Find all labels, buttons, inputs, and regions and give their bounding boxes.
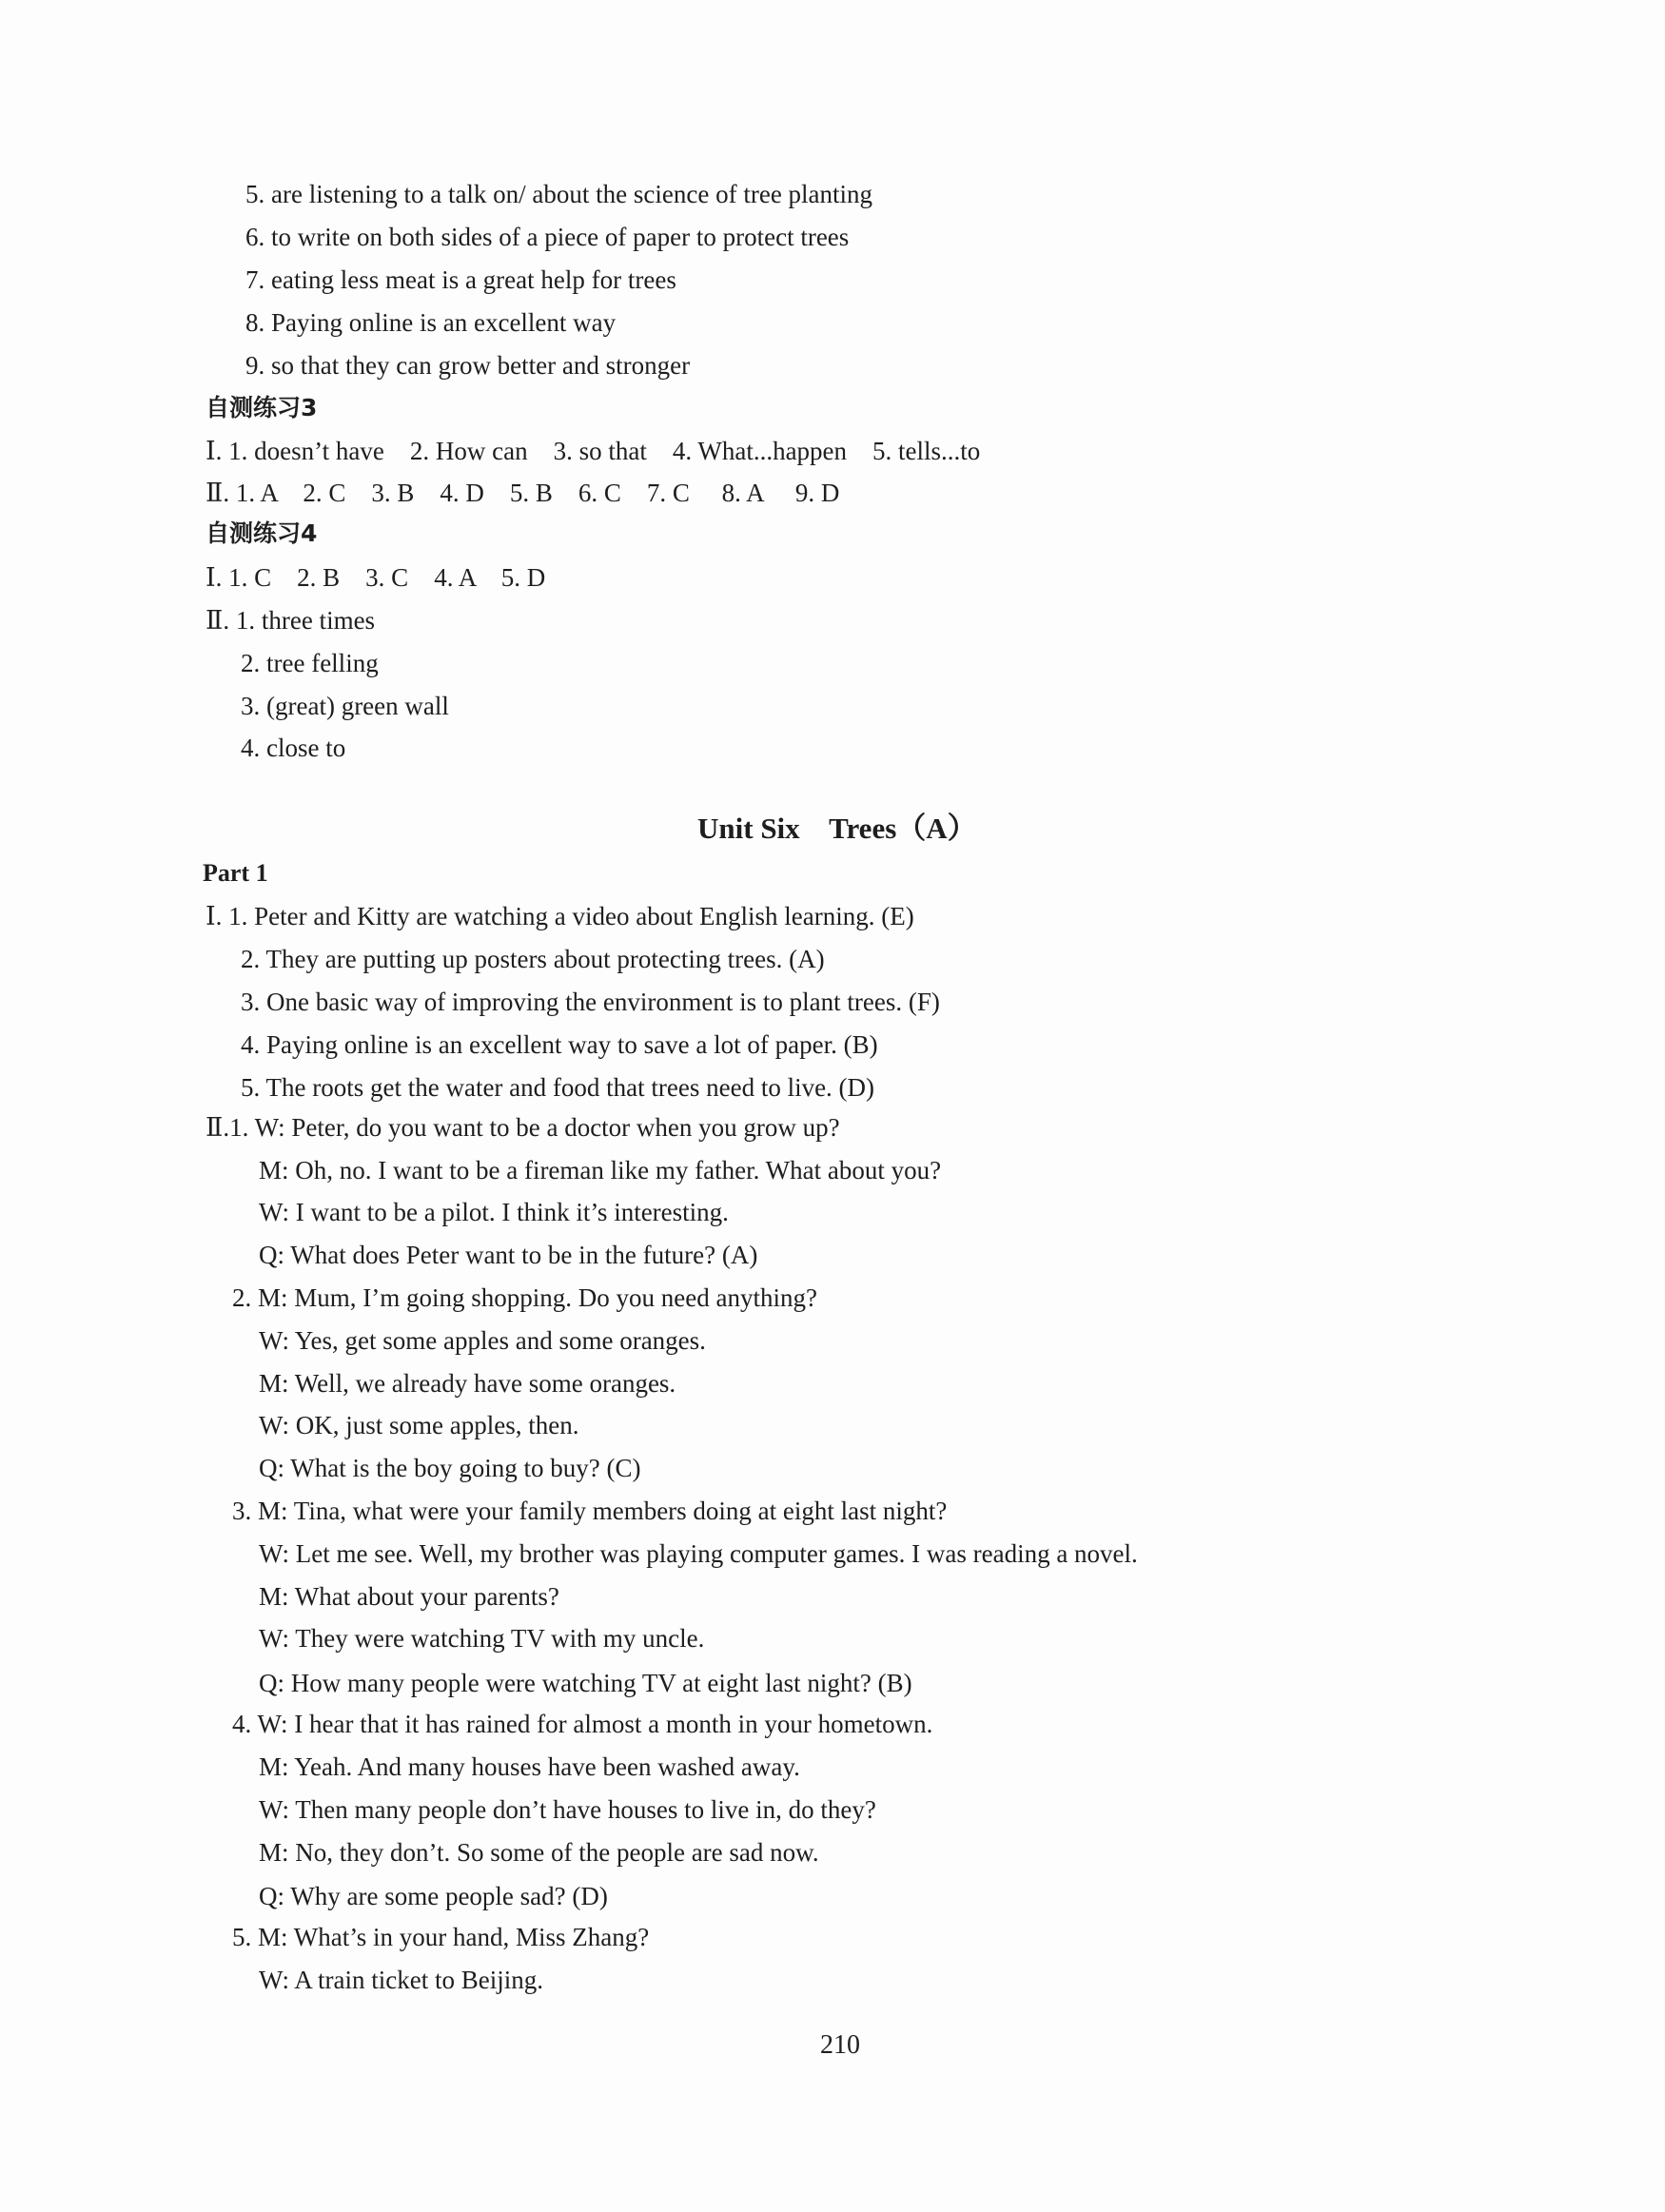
dialogue1-question: Q: What does Peter want to be in the future? (A) [259, 1241, 758, 1269]
test4-part2-item-1: Ⅱ. 1. three times [206, 606, 376, 635]
dialogue4-line-1: 4. W: I hear that it has rained for almost a month in your hometown. [232, 1710, 933, 1738]
section1-item-5: 5. The roots get the water and food that trees need to live. (D) [241, 1073, 875, 1102]
answer-line-8: 8. Paying online is an excellent way [245, 308, 617, 337]
dialogue3-line-2: W: Let me see. Well, my brother was playing computer games. I was reading a novel. [259, 1539, 1138, 1568]
answer-line-6: 6. to write on both sides of a piece of paper to protect trees [245, 223, 850, 251]
section1-item-3: 3. One basic way of improving the environment is to plant trees. (F) [241, 988, 940, 1016]
test4-heading: 自测练习4 [206, 519, 318, 547]
dialogue2-line-2: W: Yes, get some apples and some oranges. [259, 1326, 706, 1355]
test3-part2-answers: Ⅱ. 1. A 2. C 3. B 4. D 5. B 6. C 7. C 8. A 9. D [206, 479, 840, 507]
answer-line-9: 9. so that they can grow better and stronger [245, 351, 691, 380]
test4-part2-item-2: 2. tree felling [241, 649, 379, 677]
section1-item-2: 2. They are putting up posters about protecting trees. (A) [241, 945, 825, 973]
dialogue5-line-2: W: A train ticket to Beijing. [259, 1966, 543, 1994]
dialogue3-line-3: M: What about your parents? [259, 1582, 559, 1611]
answer-line-5: 5. are listening to a talk on/ about the science of tree planting [245, 180, 873, 208]
test3-part1-answers: Ⅰ. 1. doesn’t have 2. How can 3. so that 4. What...happen 5. tells...to [206, 437, 981, 465]
dialogue4-line-3: W: Then many people don’t have houses to live in, do they? [259, 1795, 876, 1824]
test3-heading: 自测练习3 [206, 394, 318, 421]
dialogue4-question: Q: Why are some people sad? (D) [259, 1882, 608, 1910]
test4-part2-item-3: 3. (great) green wall [241, 692, 449, 720]
dialogue3-question: Q: How many people were watching TV at eight last night? (B) [259, 1669, 912, 1697]
test4-part2-item-4: 4. close to [241, 734, 346, 762]
unit-title: Unit Six Trees（A） [697, 812, 977, 845]
dialogue3-line-1: 3. M: Tina, what were your family members doing at eight last night? [232, 1497, 948, 1525]
test4-part1-answers: Ⅰ. 1. C 2. B 3. C 4. A 5. D [206, 563, 546, 592]
page-number: 210 [820, 2030, 860, 2060]
section1-item-4: 4. Paying online is an excellent way to save a lot of paper. (B) [241, 1030, 878, 1059]
dialogue1-line-2: M: Oh, no. I want to be a fireman like my father. What about you? [259, 1156, 942, 1184]
part-label: Part 1 [203, 859, 268, 887]
dialogue2-question: Q: What is the boy going to buy? (C) [259, 1454, 641, 1482]
dialogue1-line-3: W: I want to be a pilot. I think it’s interesting. [259, 1198, 729, 1226]
dialogue2-line-3: M: Well, we already have some oranges. [259, 1369, 676, 1398]
section1-item-1: Ⅰ. 1. Peter and Kitty are watching a video about English learning. (E) [206, 902, 914, 930]
dialogue2-line-1: 2. M: Mum, I’m going shopping. Do you need anything? [232, 1283, 817, 1312]
dialogue4-line-4: M: No, they don’t. So some of the people are sad now. [259, 1838, 819, 1867]
dialogue4-line-2: M: Yeah. And many houses have been washed away. [259, 1752, 800, 1781]
dialogue2-line-4: W: OK, just some apples, then. [259, 1411, 579, 1439]
dialogue3-line-4: W: They were watching TV with my uncle. [259, 1624, 705, 1653]
dialogue5-line-1: 5. M: What’s in your hand, Miss Zhang? [232, 1923, 650, 1951]
answer-line-7: 7. eating less meat is a great help for trees [245, 265, 676, 294]
dialogue1-line-1: Ⅱ.1. W: Peter, do you want to be a doctor when you grow up? [206, 1113, 840, 1142]
